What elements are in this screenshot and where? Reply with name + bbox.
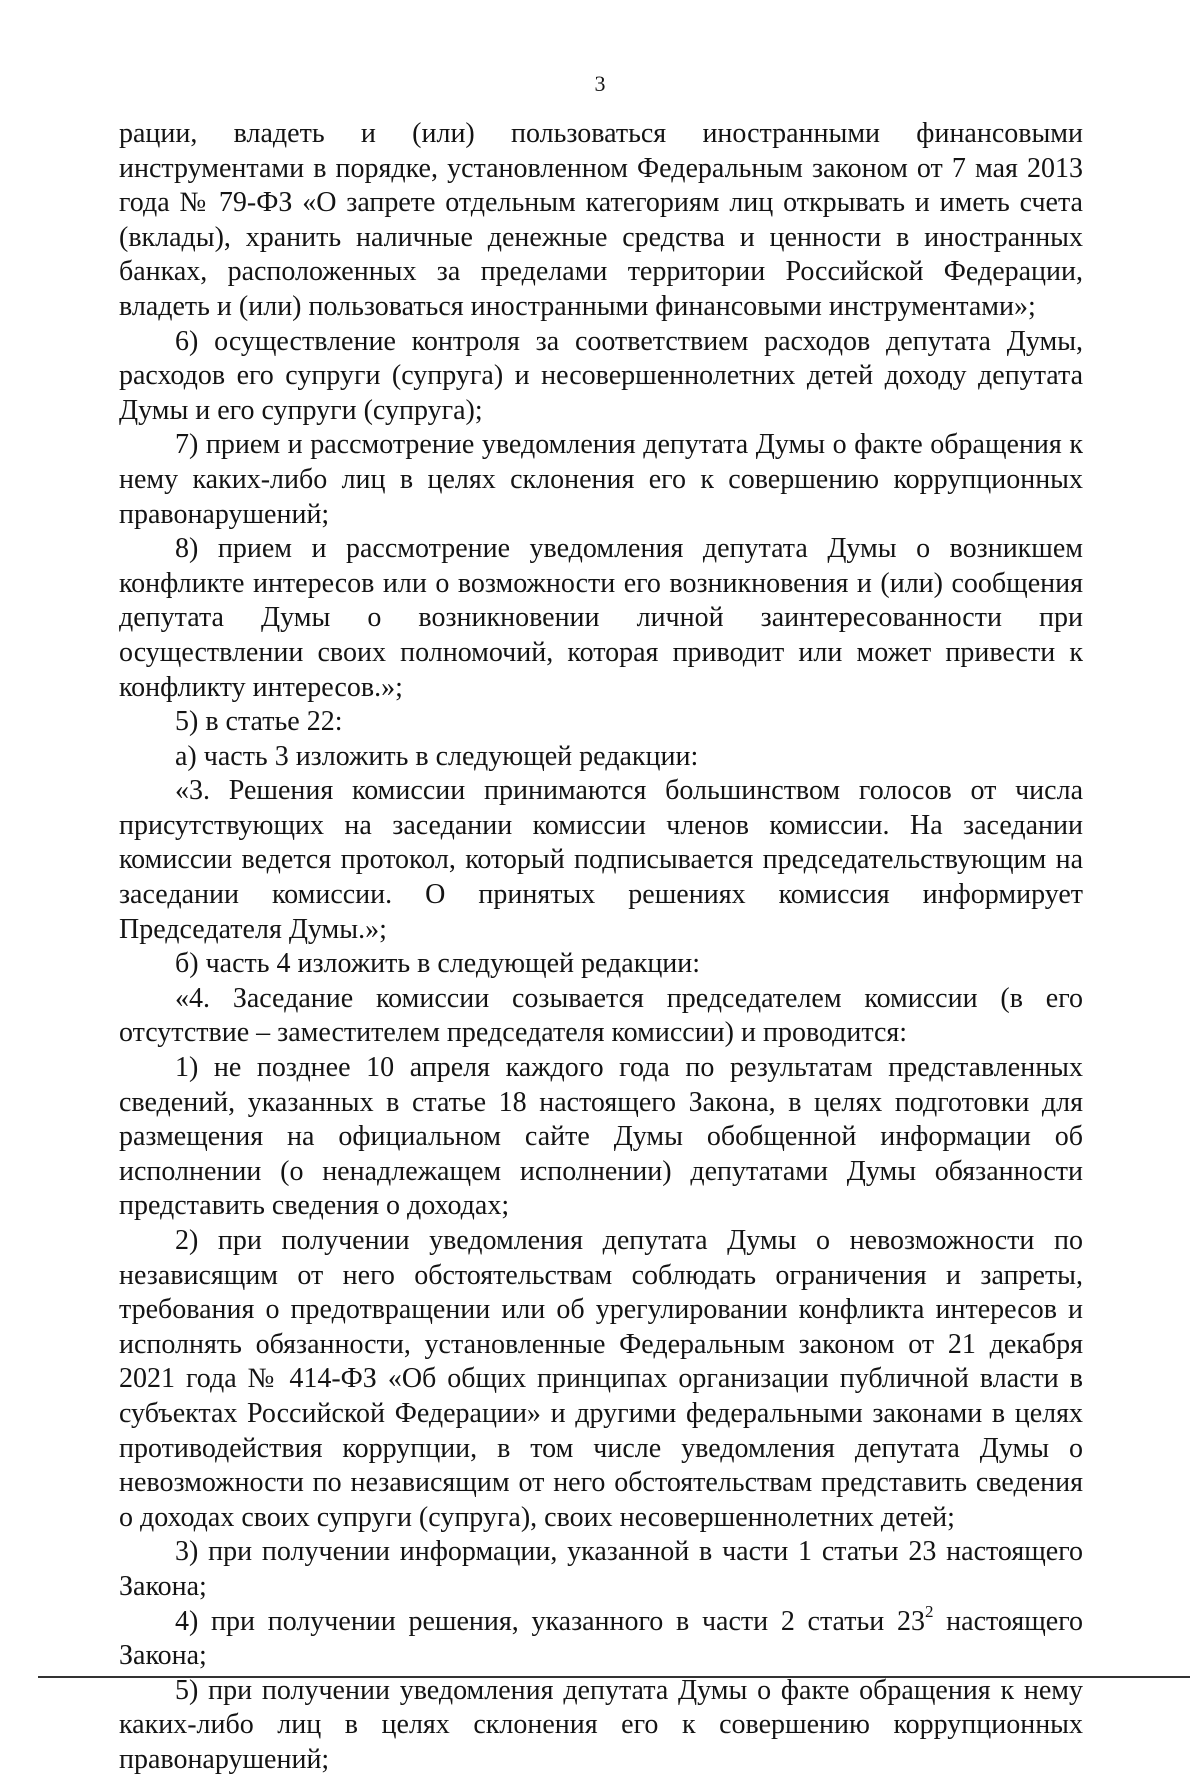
paragraph-sub-5: 5) при получении уведомления депутата Думы о факте обращения к нему каких-либо лиц в целях склонения его к совершению коррупционных правонарушений; <box>119 1674 1083 1775</box>
paragraph-sub-4-after: настоящего Закона; <box>119 1605 1083 1672</box>
paragraph-item-7: 7) прием и рассмотрение уведомления депутата Думы о факте обращения к нему каких-либо лиц в целях склонения его к совершению коррупционных правонарушений; <box>119 429 1083 530</box>
paragraph-item-8: 8) прием и рассмотрение уведомления депутата Думы о возникшем конфликте интересов или о возможности его возникновения и (или) сообщения депутата Думы о возникновении личной заинтересованности при осуществлении своих полномочий, которая приводит или может привести к конфликту интересов.»; <box>119 533 1083 703</box>
paragraph-continuation: рации, владеть и (или) пользоваться иностранными финансовыми инструментами в порядке, установленном Федеральным законом от 7 мая 2013 года № 79-ФЗ «О запрете отдельным категориям лиц открывать и иметь счета (вклады), хранить наличные денежные средства и ценности в иностранных банках, расположенных за пределами территории Российской Федерации, владеть и (или) пользоваться иностранными финансовыми инструментами»; <box>119 118 1083 322</box>
paragraph-sub-2: 2) при получении уведомления депутата Думы о невозможности по независящим от него обстоятельствам соблюдать ограничения и запреты, требования о предотвращении или об урегулировании конфликта интересов и исполнять обязанности, установленные Федеральным законом от 21 декабря 2021 года № 414-ФЗ «Об общих принципах организации публичной власти в субъектах Российской Федерации» и другими федеральными законами в целях противодействия коррупции, в том числе уведомления депутата Думы о невозможности по независящим от него обстоятельствам представить сведения о доходах своих супруги (супруга), своих несовершеннолетних детей; <box>119 1225 1083 1533</box>
paragraph-part-3-intro: а) часть 3 изложить в следующей редакции: <box>175 740 699 772</box>
paragraph-sub-4-before: 4) при получении решения, указанного в части 2 статьи 23 <box>175 1605 925 1637</box>
paragraph-item-6: 6) осуществление контроля за соответствием расходов депутата Думы, расходов его супруги (супруга) и несовершеннолетних детей доходу депутата Думы и его супруги (супруга); <box>119 325 1083 426</box>
paragraph-part-4-intro: б) часть 4 изложить в следующей редакции: <box>175 948 701 980</box>
page-number: 3 <box>594 71 606 96</box>
paragraph-sub-4 <box>119 1602 1083 1674</box>
paragraph-part-4-text: «4. Заседание комиссии созывается председателем комиссии (в его отсутствие – заместителем председателя комиссии) и проводится: <box>119 982 1083 1049</box>
superscript-2: 2 <box>924 1602 934 1622</box>
paragraph-sub-3: 3) при получении информации, указанной в части 1 статьи 23 настоящего Закона; <box>119 1536 1083 1602</box>
document-body <box>119 117 1083 1778</box>
paragraph-sub-1: 1) не позднее 10 апреля каждого года по результатам представленных сведений, указанных в статье 18 настоящего Закона, в целях подготовки для размещения на официальном сайте Думы обобщенной информации об исполнении (о ненадлежащем исполнении) депутатами Думы обязанности представить сведения о доходах; <box>119 1052 1083 1222</box>
paragraph-part-3-text: «3. Решения комиссии принимаются большинством голосов от числа присутствующих на заседании комиссии членов комиссии. На заседании комиссии ведется протокол, который подписывается председательствующим на заседании комиссии. О принятых решениях комиссия информирует Председателя Думы.»; <box>119 775 1083 945</box>
paragraph-article-22: 5) в статье 22: <box>175 706 343 738</box>
bottom-rule <box>38 1676 1190 1678</box>
